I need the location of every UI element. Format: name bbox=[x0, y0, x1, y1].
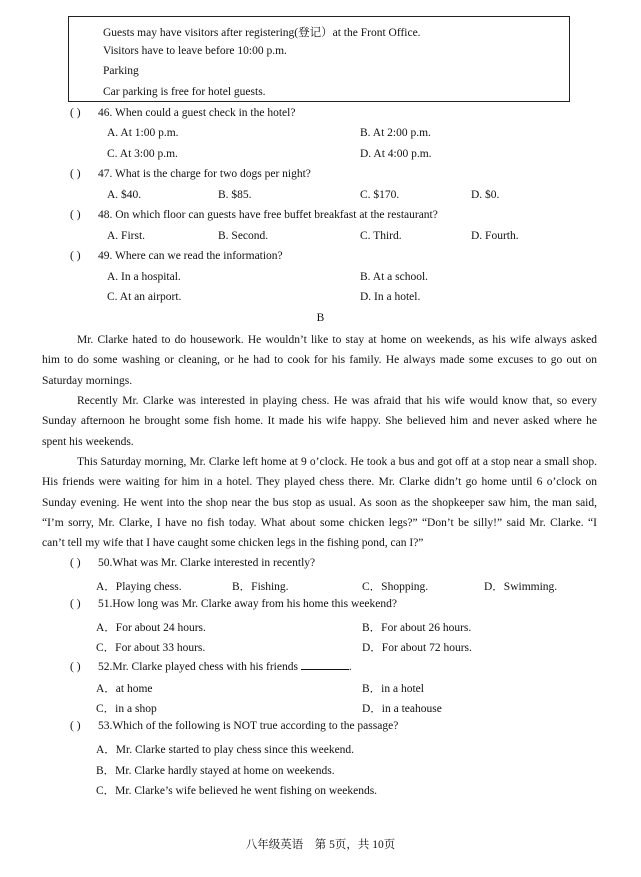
question-49 bbox=[70, 250, 283, 262]
option-50-d[interactable]: D．Swimming. bbox=[484, 581, 558, 593]
question-stem: 50.What was Mr. Clarke interested in recently? bbox=[98, 557, 316, 569]
notice-line-parking-free: Car parking is free for hotel guests. bbox=[103, 86, 266, 98]
answer-blank[interactable]: ( ) bbox=[70, 557, 81, 569]
option-46-d[interactable]: D. At 4:00 p.m. bbox=[360, 148, 432, 160]
page-footer: 八年级英语 第 5页，共 10页 bbox=[245, 839, 396, 851]
notice-heading-parking: Parking bbox=[103, 65, 139, 77]
option-50-c[interactable]: C．Shopping. bbox=[362, 581, 429, 593]
passage-line: This Saturday morning, Mr. Clarke left home at 9 o’clock. He took a bus and got off at a stop near a small shop. bbox=[77, 456, 597, 468]
option-48-b[interactable]: B. Second. bbox=[218, 230, 269, 242]
option-47-c[interactable]: C. $170. bbox=[360, 189, 400, 201]
question-47 bbox=[70, 168, 311, 180]
option-52-d[interactable]: D．in a teahouse bbox=[362, 703, 442, 715]
option-48-a[interactable]: A. First. bbox=[107, 230, 146, 242]
passage-line: Mr. Clarke hated to do housework. He wouldn’t like to stay at home on weekends, as his wife always asked bbox=[77, 334, 597, 346]
passage-line: “I’m sorry, Mr. Clarke, I have no fish today. What about some chicken legs?” “Don’t be silly!” said Mr. Clarke. “I bbox=[42, 517, 597, 529]
passage-line: spent his weekends. bbox=[42, 436, 134, 448]
passage-line: Sunday afternoon he brought some fish home. It made his wife happy. She believed him and never asked where he bbox=[42, 415, 597, 427]
question-stem-end: . bbox=[348, 661, 352, 673]
answer-blank[interactable]: ( ) bbox=[70, 250, 81, 262]
question-51 bbox=[70, 598, 397, 610]
passage-line: Saturday mornings. bbox=[42, 375, 133, 387]
option-50-a[interactable]: A．Playing chess. bbox=[96, 581, 182, 593]
answer-blank[interactable]: ( ) bbox=[70, 661, 81, 673]
option-50-b[interactable]: B．Fishing. bbox=[232, 581, 289, 593]
question-stem: 46. When could a guest check in the hotel? bbox=[98, 107, 296, 119]
option-47-a[interactable]: A. $40. bbox=[107, 189, 142, 201]
option-53-a[interactable]: A．Mr. Clarke started to play chess since this weekend. bbox=[96, 744, 355, 756]
question-stem: 52.Mr. Clarke played chess with his friends bbox=[98, 661, 298, 673]
option-51-d[interactable]: D．For about 72 hours. bbox=[362, 642, 472, 654]
option-49-b[interactable]: B. At a school. bbox=[360, 271, 429, 283]
option-51-c[interactable]: C．For about 33 hours. bbox=[96, 642, 206, 654]
option-48-c[interactable]: C. Third. bbox=[360, 230, 402, 242]
passage-line: him to do some washing or cleaning, or he had to cook for his family. He always made some excuses to go out on bbox=[42, 354, 597, 366]
passage-line: Recently Mr. Clarke was interested in playing chess. He was afraid that his wife would know that, so every bbox=[77, 395, 597, 407]
answer-blank[interactable]: ( ) bbox=[70, 720, 81, 732]
question-52 bbox=[70, 659, 352, 673]
option-49-d[interactable]: D. In a hotel. bbox=[360, 291, 421, 303]
answer-blank[interactable]: ( ) bbox=[70, 598, 81, 610]
section-title-b: B bbox=[316, 312, 325, 324]
question-50 bbox=[70, 557, 315, 569]
notice-line-visitors-register: Guests may have visitors after registering(登记）at the Front Office. bbox=[103, 27, 421, 39]
answer-blank[interactable]: ( ) bbox=[70, 168, 81, 180]
passage-line: Sunday evening. He went into the shop near the bus stop as usual. As soon as the shopkeeper saw him, the man said, bbox=[42, 497, 597, 509]
option-49-a[interactable]: A. In a hospital. bbox=[107, 271, 181, 283]
fill-in-blank[interactable] bbox=[301, 659, 349, 670]
question-stem: 53.Which of the following is NOT true according to the passage? bbox=[98, 720, 399, 732]
option-52-b[interactable]: B．in a hotel bbox=[362, 683, 424, 695]
question-stem: 48. On which floor can guests have free buffet breakfast at the restaurant? bbox=[98, 209, 438, 221]
passage-line: His friends were waiting for him in a hotel. They played chess there. Mr. Clarke didn’t go home until 6 o’clock on bbox=[42, 476, 597, 488]
question-53 bbox=[70, 720, 398, 732]
option-46-c[interactable]: C. At 3:00 p.m. bbox=[107, 148, 178, 160]
passage-line: can’t tell my wife that I have caught some chicken legs in the fishing pond, can I?” bbox=[42, 537, 424, 549]
question-46 bbox=[70, 107, 295, 119]
question-stem: 47. What is the charge for two dogs per night? bbox=[98, 168, 311, 180]
notice-line-visitors-leave: Visitors have to leave before 10:00 p.m. bbox=[103, 45, 287, 57]
option-49-c[interactable]: C. At an airport. bbox=[107, 291, 182, 303]
option-52-a[interactable]: A．at home bbox=[96, 683, 153, 695]
answer-blank[interactable]: ( ) bbox=[70, 209, 81, 221]
option-47-b[interactable]: B. $85. bbox=[218, 189, 252, 201]
option-53-b[interactable]: B．Mr. Clarke hardly stayed at home on weekends. bbox=[96, 765, 335, 777]
answer-blank[interactable]: ( ) bbox=[70, 107, 81, 119]
option-51-b[interactable]: B．For about 26 hours. bbox=[362, 622, 472, 634]
question-48 bbox=[70, 209, 438, 221]
option-52-c[interactable]: C．in a shop bbox=[96, 703, 157, 715]
option-53-c[interactable]: C．Mr. Clarke’s wife believed he went fishing on weekends. bbox=[96, 785, 378, 797]
question-stem: 51.How long was Mr. Clarke away from his home this weekend? bbox=[98, 598, 397, 610]
question-stem: 49. Where can we read the information? bbox=[98, 250, 283, 262]
option-46-b[interactable]: B. At 2:00 p.m. bbox=[360, 127, 431, 139]
option-48-d[interactable]: D. Fourth. bbox=[471, 230, 519, 242]
option-46-a[interactable]: A. At 1:00 p.m. bbox=[107, 127, 179, 139]
option-51-a[interactable]: A．For about 24 hours. bbox=[96, 622, 206, 634]
option-47-d[interactable]: D. $0. bbox=[471, 189, 500, 201]
